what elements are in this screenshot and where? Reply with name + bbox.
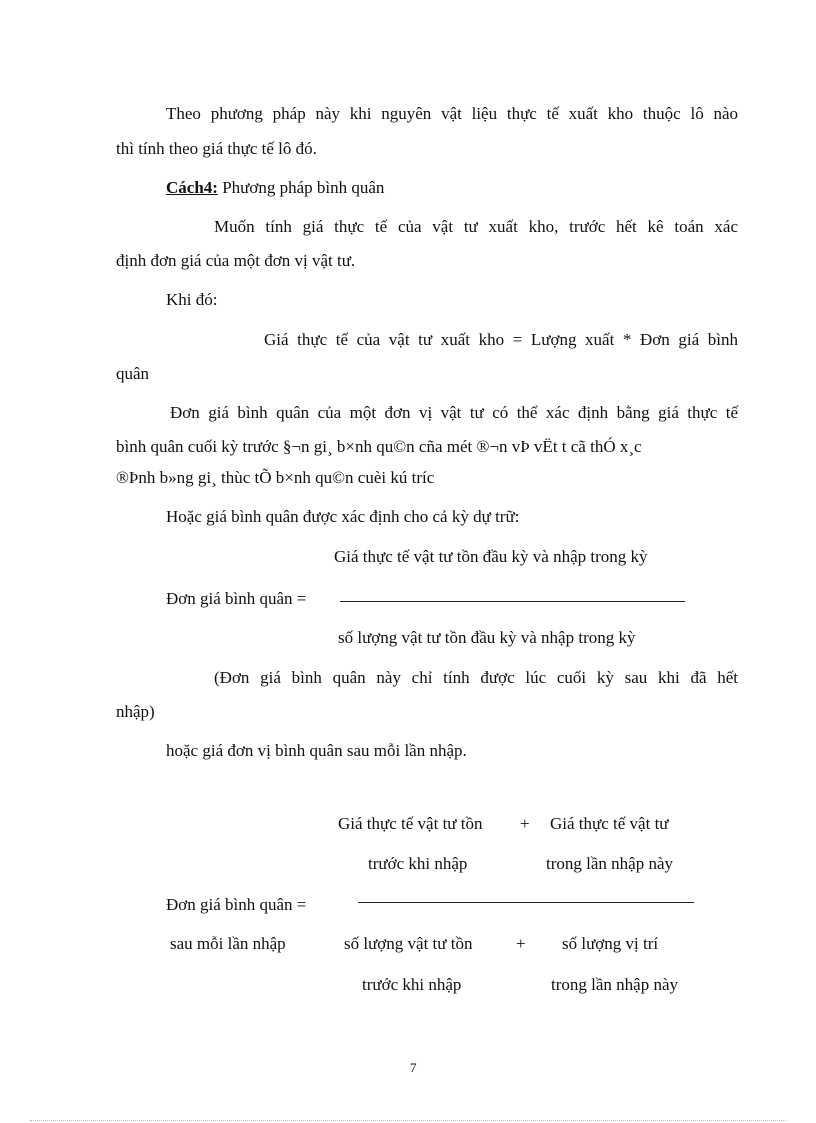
paragraph-2-line-2: định đơn giá của một đơn vị vật tư. [116, 251, 356, 270]
formula2-numerator-a2: trước khi nhập [368, 854, 468, 873]
formula2-numerator-b1: Giá thực tế vật tư [550, 814, 669, 833]
paragraph-4-line-2: bình quân cuối kỳ trước §¬n gi¸ b×nh qu©n cña mét ®¬n vÞ vËt t cã thÓ x¸c [116, 437, 642, 456]
formula2-plus-top: + [520, 814, 530, 833]
formula2-fraction-bar [358, 902, 694, 903]
formula2-numerator-a1: Giá thực tế vật tư tồn [338, 814, 483, 833]
paragraph-5: Hoặc giá bình quân được xác định cho cả kỳ dự trữ: [166, 507, 520, 526]
note-line-1: (Đơn giá bình quân này chỉ tính được lúc cuối kỳ sau khi đã hết [214, 668, 738, 687]
paragraph-4-line-1: Đơn giá bình quân của một đơn vị vật tư có thể xác định bằng giá thực tế [170, 403, 738, 422]
formula-line-1: Giá thực tế của vật tư xuất kho = Lượng xuất * Đơn giá bình [264, 330, 738, 349]
formula2-denominator-a2: trước khi nhập [362, 975, 462, 994]
formula1-denominator: số lượng vật tư tồn đầu kỳ và nhập trong kỳ [338, 628, 636, 647]
formula1-label: Đơn giá bình quân = [166, 589, 307, 608]
formula2-label-2: sau mỗi lần nhập [170, 934, 286, 953]
formula2-denominator-b2: trong lần nhập này [551, 975, 678, 994]
formula2-denominator-b1: số lượng vị trí [562, 934, 659, 953]
paragraph-6: hoặc giá đơn vị bình quân sau mỗi lần nhập. [166, 741, 467, 760]
note-line-2: nhập) [116, 702, 155, 721]
section-title: Phương pháp bình quân [217, 178, 385, 197]
formula2-plus-bottom: + [516, 934, 526, 953]
page-number: 7 [410, 1060, 417, 1075]
paragraph-1-line-2: thì tính theo giá thực tế lô đó. [116, 139, 317, 158]
formula1-fraction-bar [340, 601, 685, 602]
formula2-numerator-b2: trong lần nhập này [546, 854, 673, 873]
section-heading [166, 178, 384, 198]
formula1-numerator: Giá thực tế vật tư tồn đầu kỳ và nhập trong kỳ [334, 547, 648, 566]
formula2-denominator-a1: số lượng vật tư tồn [344, 934, 473, 953]
paragraph-4-line-3: ®Þnh b»ng gi¸ thùc tÕ b×nh qu©n cuèi kú tríc [116, 468, 435, 487]
formula-line-2: quân [116, 364, 150, 383]
formula2-label-1: Đơn giá bình quân = [166, 895, 307, 914]
paragraph-3: Khi đó: [166, 290, 218, 309]
paragraph-1-line-1: Theo phương pháp này khi nguyên vật liệu thực tế xuất kho thuộc lô nào [166, 104, 738, 123]
page-bottom-border [30, 1120, 786, 1121]
paragraph-2-line-1: Muốn tính giá thực tế của vật tư xuất kho, trước hết kê toán xác [214, 217, 738, 236]
section-label: Cách4: [166, 178, 218, 197]
